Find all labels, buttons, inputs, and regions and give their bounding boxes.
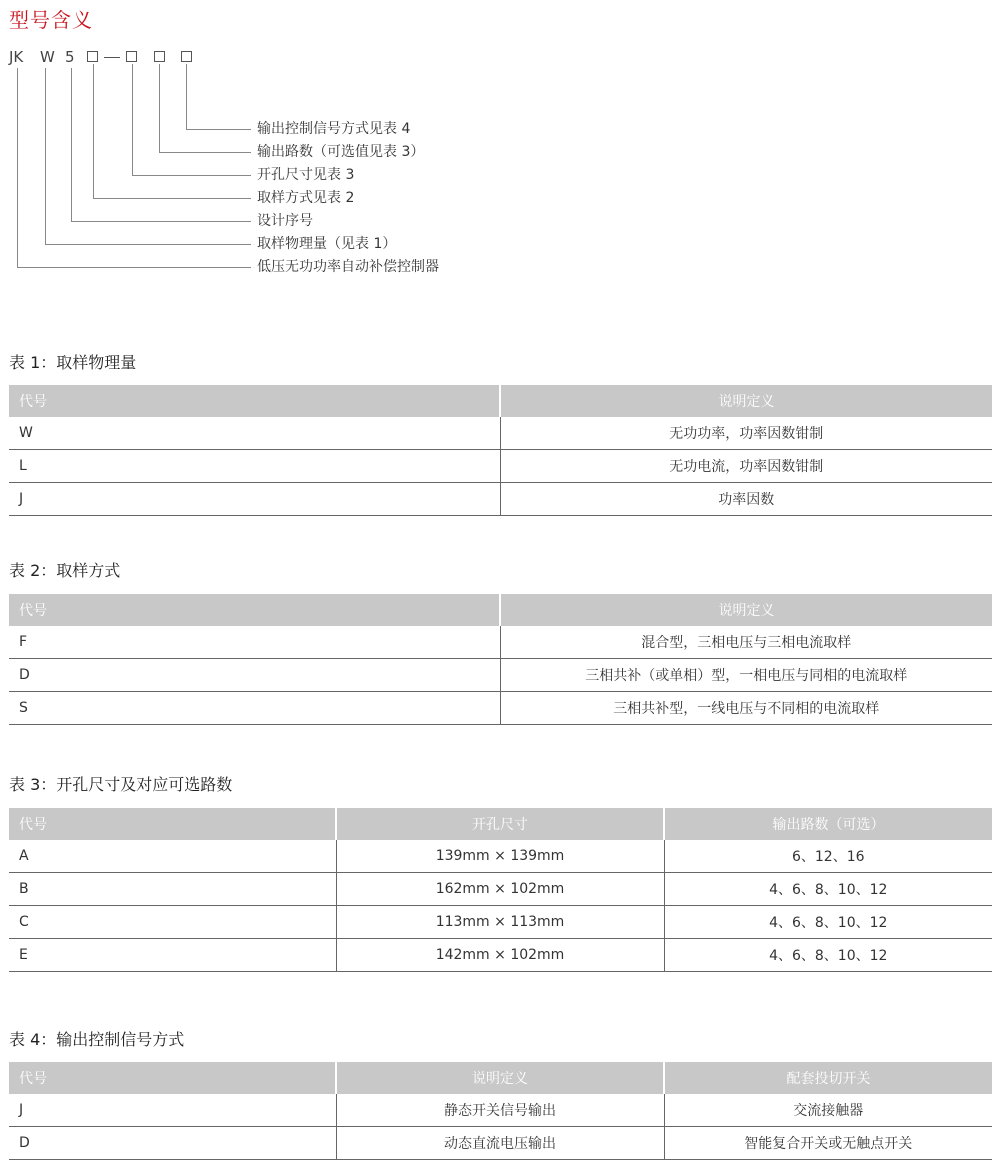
model-part-jk: JK: [9, 48, 24, 66]
column-header: 输出路数（可选）: [664, 808, 992, 840]
table-row: [9, 450, 992, 483]
table-header-row: [9, 1062, 992, 1094]
table-header-row: [9, 594, 992, 626]
table-cell: 162mm × 102mm: [336, 873, 664, 906]
legend-cutout-size: 开孔尺寸见表 3: [257, 167, 355, 183]
table-row: [9, 417, 992, 450]
table-row: [9, 906, 992, 939]
column-header: 代号: [9, 594, 500, 626]
table-cell: 三相共补型，一线电压与不同相的电流取样: [500, 692, 992, 725]
model-part-5: 5: [65, 48, 75, 66]
table-cell: C: [9, 906, 336, 939]
table-cell: 113mm × 113mm: [336, 906, 664, 939]
table4: [9, 1062, 992, 1160]
model-dash: [104, 57, 120, 58]
table-row: [9, 939, 992, 972]
table2: [9, 594, 992, 725]
legend-sampling-method: 取样方式见表 2: [257, 190, 355, 206]
legend-output-channels: 输出路数（可选值见表 3）: [257, 144, 425, 160]
table-cell: 4、6、8、10、12: [664, 939, 992, 972]
table-cell: D: [9, 1127, 336, 1160]
table-cell: J: [9, 1094, 336, 1127]
column-header: 说明定义: [500, 385, 992, 417]
table-cell: S: [9, 692, 500, 725]
table-row: [9, 483, 992, 516]
table-header-row: [9, 808, 992, 840]
column-header: 说明定义: [336, 1062, 664, 1094]
page-title: 型号含义: [9, 8, 93, 32]
table-cell: 交流接触器: [664, 1094, 992, 1127]
table-header-row: [9, 385, 992, 417]
table1: [9, 385, 992, 516]
table-cell: 4、6、8、10、12: [664, 873, 992, 906]
table-cell: W: [9, 417, 500, 450]
table-cell: 混合型，三相电压与三相电流取样: [500, 626, 992, 659]
table-row: [9, 626, 992, 659]
placeholder-box-icon: [154, 51, 165, 62]
legend-sampling-quantity: 取样物理量（见表 1）: [257, 236, 397, 252]
table-cell: E: [9, 939, 336, 972]
table-cell: 无功电流，功率因数钳制: [500, 450, 992, 483]
table-cell: F: [9, 626, 500, 659]
table3-caption: 表 3：开孔尺寸及对应可选路数: [9, 775, 233, 794]
table-cell: 功率因数: [500, 483, 992, 516]
table-cell: B: [9, 873, 336, 906]
legend-design-serial: 设计序号: [257, 213, 313, 229]
column-header: 代号: [9, 385, 500, 417]
table-cell: 三相共补（或单相）型，一相电压与同相的电流取样: [500, 659, 992, 692]
table-row: [9, 1094, 992, 1127]
table-cell: D: [9, 659, 500, 692]
table1-caption: 表 1：取样物理量: [9, 353, 137, 372]
table-cell: 智能复合开关或无触点开关: [664, 1127, 992, 1160]
table-cell: 动态直流电压输出: [336, 1127, 664, 1160]
table-row: [9, 659, 992, 692]
placeholder-box-icon: [87, 51, 98, 62]
placeholder-box-icon: [181, 51, 192, 62]
legend-product-name: 低压无功功率自动补偿控制器: [257, 259, 439, 275]
column-header: 配套投切开关: [664, 1062, 992, 1094]
table-cell: L: [9, 450, 500, 483]
table-cell: J: [9, 483, 500, 516]
column-header: 开孔尺寸: [336, 808, 664, 840]
table-cell: 139mm × 139mm: [336, 840, 664, 873]
table-cell: A: [9, 840, 336, 873]
table-row: [9, 873, 992, 906]
table-row: [9, 1127, 992, 1160]
column-header: 代号: [9, 808, 336, 840]
table-cell: 静态开关信号输出: [336, 1094, 664, 1127]
table-row: [9, 840, 992, 873]
legend-output-signal: 输出控制信号方式见表 4: [257, 121, 411, 137]
table-cell: 无功功率，功率因数钳制: [500, 417, 992, 450]
column-header: 说明定义: [500, 594, 992, 626]
table-row: [9, 692, 992, 725]
table4-caption: 表 4：输出控制信号方式: [9, 1030, 185, 1049]
table-cell: 4、6、8、10、12: [664, 906, 992, 939]
column-header: 代号: [9, 1062, 336, 1094]
table2-caption: 表 2：取样方式: [9, 561, 121, 580]
table-cell: 142mm × 102mm: [336, 939, 664, 972]
table3: [9, 808, 992, 972]
placeholder-box-icon: [126, 51, 137, 62]
table-cell: 6、12、16: [664, 840, 992, 873]
model-part-w: W: [40, 48, 55, 66]
